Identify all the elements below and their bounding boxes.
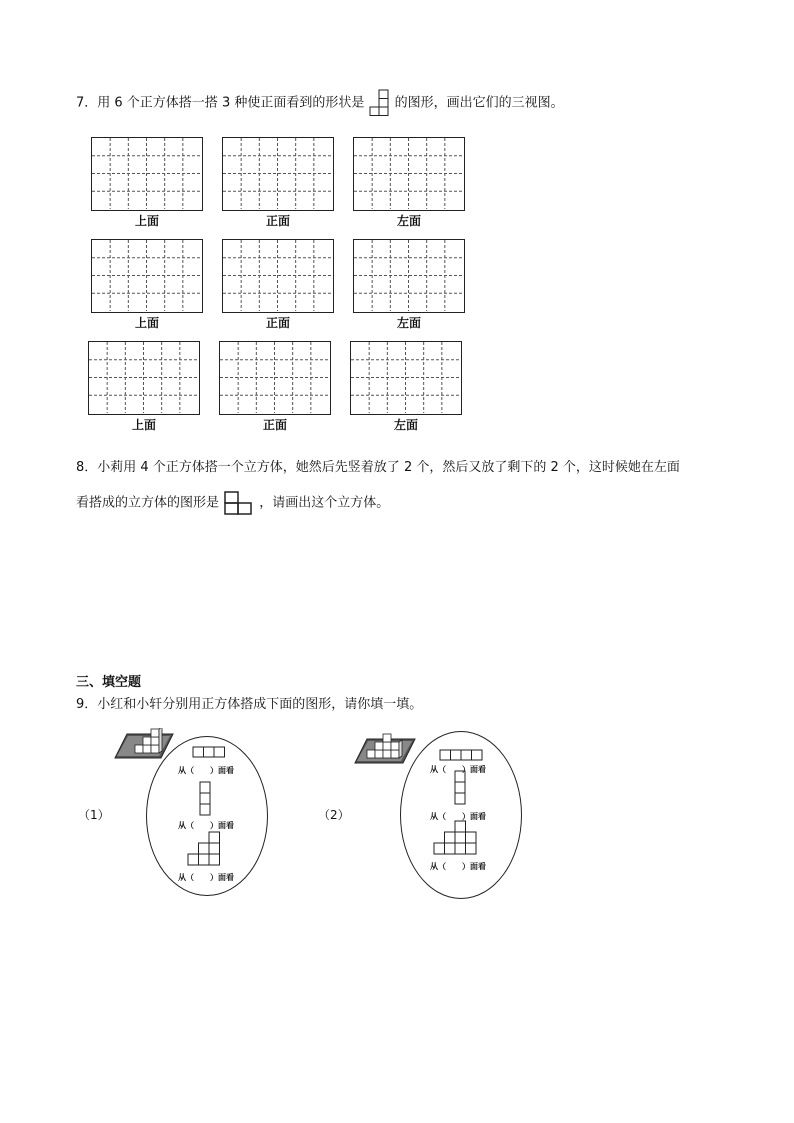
l-shape-icon: [368, 89, 390, 117]
question-9: 9．小红和小轩分别用正方体搭成下面的图形，请你填一填。: [76, 697, 423, 712]
view-grid-caption: 正面: [265, 316, 290, 330]
view-grid-caption: 上面: [134, 316, 159, 330]
q8-text-post: ，请画出这个立方体。: [259, 495, 390, 511]
view-grid: [222, 137, 334, 211]
view-grid: [222, 239, 334, 313]
question-8-line2: [76, 490, 389, 516]
question-7: [76, 89, 564, 117]
view-grid-caption: 左面: [396, 214, 421, 228]
view-1c-label: 从（ ）面看: [178, 873, 234, 882]
view-grid: [353, 239, 465, 313]
view-grid: [350, 341, 462, 415]
view-1c-figure: [187, 831, 221, 867]
view-2b-figure: [453, 770, 467, 806]
q7-text-pre: 7．用 6 个正方体搭一搭 3 种使正面看到的形状是: [76, 95, 365, 111]
view-grid-caption: 正面: [265, 214, 290, 228]
view-2a-label: 从（ ）面看: [430, 765, 486, 774]
view-1a-label: 从（ ）面看: [178, 766, 234, 775]
question-8-line1: 8．小莉用 4 个正方体搭一个立方体，她然后先竖着放了 2 个，然后又放了剩下的 2 个，这时候她在左面: [76, 460, 680, 475]
q7-text-post: 的图形，画出它们的三视图。: [394, 95, 564, 111]
view-1a-figure: [192, 745, 226, 759]
view-grid: [219, 341, 331, 415]
view-2c-figure: [433, 820, 479, 856]
view-grid-caption: 正面: [262, 418, 287, 432]
view-grid: [88, 341, 200, 415]
part-2-label: （2）: [318, 808, 350, 822]
view-2a-figure: [439, 748, 483, 762]
view-grid: [91, 137, 203, 211]
view-grid-caption: 左面: [393, 418, 418, 432]
view-1b-figure: [198, 781, 212, 817]
view-grid: [353, 137, 465, 211]
view-2b-label: 从（ ）面看: [430, 812, 486, 821]
q8-text-pre: 看搭成的立方体的图形是: [76, 495, 220, 511]
cube-model-2: [353, 733, 417, 769]
l-shape-icon: [223, 490, 255, 516]
section-title: 三、填空题: [76, 675, 142, 690]
view-grid: [91, 239, 203, 313]
view-1b-label: 从（ ）面看: [178, 821, 234, 830]
part-1-label: （1）: [78, 808, 110, 822]
view-grid-caption: 左面: [396, 316, 421, 330]
view-2c-label: 从（ ）面看: [430, 862, 486, 871]
view-grid-caption: 上面: [134, 214, 159, 228]
view-grid-caption: 上面: [131, 418, 156, 432]
